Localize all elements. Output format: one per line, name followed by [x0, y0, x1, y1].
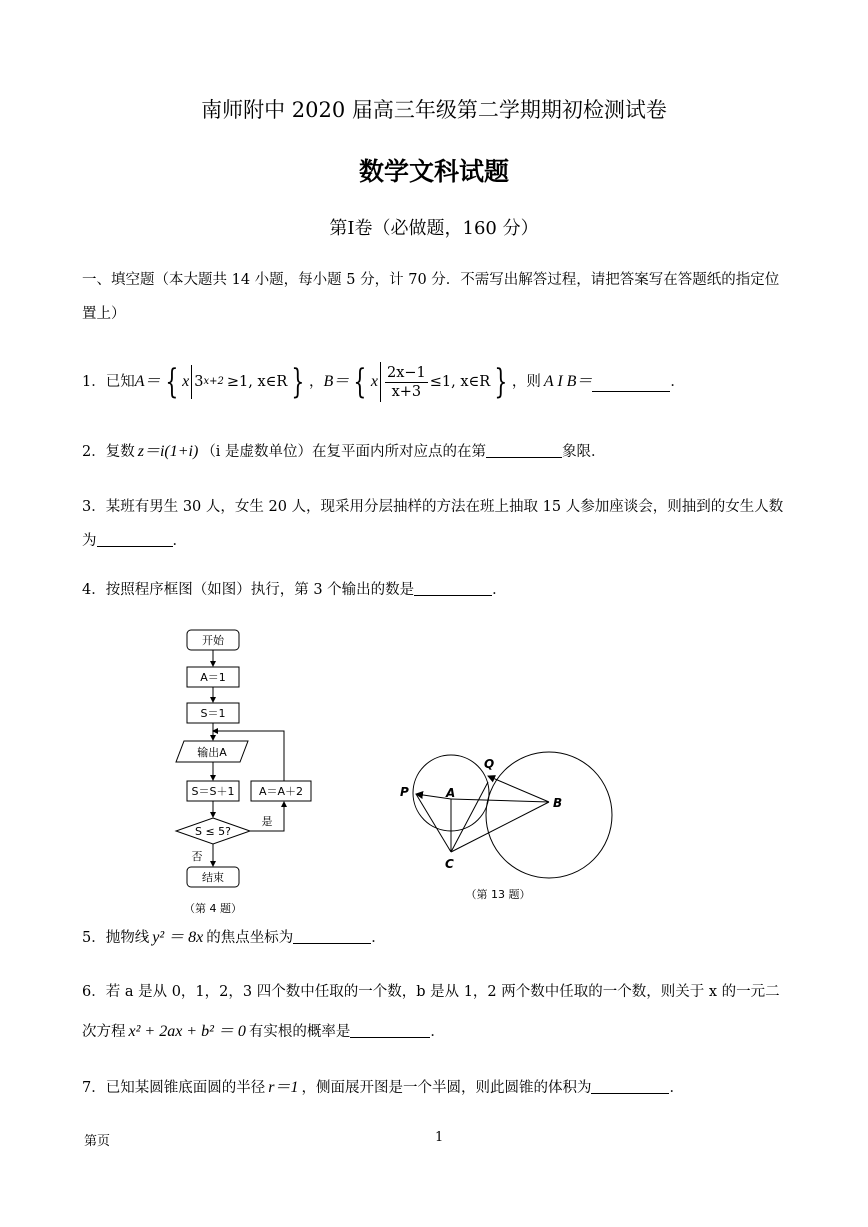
flow-start-text: 开始 [202, 634, 224, 647]
exam-title: 南师附中 2020 届高三年级第二学期期初检测试卷 [201, 98, 667, 122]
flow-no-label: 否 [191, 850, 203, 863]
label-a: A [446, 786, 456, 800]
question-2: 2．复数 z＝i(1+i) （i 是虚数单位）在复平面内所对应点的在第 象限． [82, 438, 606, 466]
flow-s-init-text: S＝1 [200, 707, 226, 720]
answer-blank-4[interactable] [414, 577, 492, 596]
large-circle [486, 752, 612, 878]
flow-a-update-text: A＝A＋2 [258, 785, 304, 798]
flow-output-text: 输出A [197, 746, 227, 759]
question-4: 4．按照程序框图（如图）执行，第 3 个输出的数是 ． [82, 576, 507, 604]
answer-blank-1[interactable] [592, 373, 670, 392]
subject-title: 数学文科试题 [358, 157, 509, 186]
question-6-line1: 6．若 a 是从 0，1，2，3 四个数中任取的一个数，b 是从 1，2 两个数中任取的一个数，则关于 x 的一元二 [82, 984, 780, 1000]
answer-blank-7[interactable] [591, 1075, 669, 1094]
question-1: 1． 已知 A＝ { x 3 x+2 ≥1, x∈R } ， B＝ { x $\frac{2x-1}{x+3}$ ≤1, x∈R } ，则 A I B＝ ． [82, 362, 685, 402]
question-7: 7．已知某圆锥底面圆的半径 r＝1 ，侧面展开图是一个半圆，则此圆锥的体积为 ． [82, 1074, 684, 1102]
answer-blank-3[interactable] [97, 528, 173, 547]
flow-condition-text: S ≤ 5? [194, 825, 232, 838]
set-a: { x 3 x+2 ≥1, x∈R } [164, 362, 305, 402]
answer-blank-5[interactable] [293, 925, 371, 944]
flowchart-figure [160, 620, 360, 920]
flow-s-update-text: S＝S＋1 [191, 785, 235, 798]
footer-page-number: 1 [435, 1130, 444, 1145]
section-instructions: 一、填空题（本大题共 14 小题，每小题 5 分，计 70 分．不需写出解答过程，请把答案写在答题纸的指定位置上） [82, 272, 780, 322]
figure-13 [396, 730, 626, 910]
part-title: 第Ⅰ卷（必做题，160 分） [329, 218, 539, 239]
figure-4-caption: （第 4 题） [184, 902, 242, 915]
label-b: B [553, 796, 563, 810]
answer-blank-6[interactable] [350, 1019, 430, 1038]
label-p: P [400, 785, 409, 799]
answer-blank-2[interactable] [486, 439, 562, 458]
set-b: { x $\frac{2x-1}{x+3}$ ≤1, x∈R } [353, 362, 508, 402]
question-5: 5．抛物线 y² ＝ 8x 的焦点坐标为 ． [82, 924, 386, 952]
label-q: Q [484, 757, 495, 771]
question-6-line2: 次方程 x² + 2ax + b² ＝ 0 有实根的概率是 ． [82, 1018, 445, 1046]
flow-end-text: 结束 [202, 871, 224, 884]
flow-a-init-text: A＝1 [200, 671, 226, 684]
question-3: 3．某班有男生 30 人，女生 20 人，现采用分层抽样的方法在班上抽取 15 人参加座谈会，则抽到的女生人数为 ． [82, 499, 784, 549]
footer-page-label: 第页 [84, 1134, 111, 1149]
flow-yes-label: 是 [261, 815, 273, 828]
figure-13-caption: （第 13 题） [465, 888, 531, 901]
label-c: C [445, 857, 454, 871]
